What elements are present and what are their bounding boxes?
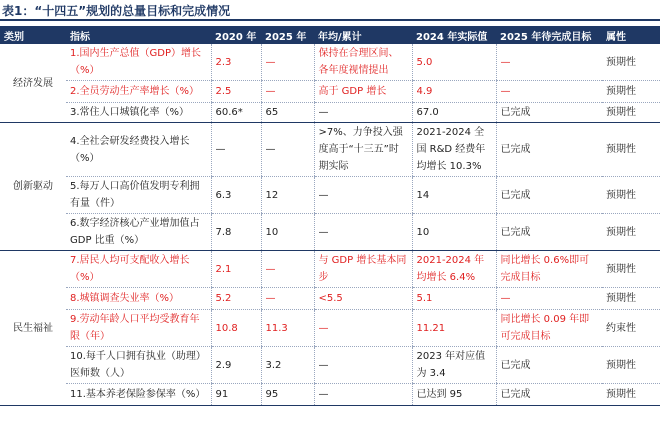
header-2020: 2020 年 (211, 26, 261, 44)
value-2025-cell: 10 (261, 214, 314, 251)
indicator-cell: 5.每万人口高价值发明专利拥有量（件） (66, 177, 211, 214)
actual-2024-cell: 67.0 (412, 103, 496, 123)
value-2020-cell: 2.1 (211, 251, 261, 288)
remaining-target-cell: 已完成 (496, 347, 602, 384)
value-2020-cell: — (211, 123, 261, 177)
header-2025-remaining: 2025 年待完成目标 (496, 26, 602, 44)
average-cell: — (314, 103, 412, 123)
table-row (0, 177, 660, 214)
actual-2024-cell: 2023 年对应值为 3.4 (412, 347, 496, 384)
table-body (0, 44, 660, 406)
remaining-target-cell: 同比增长 0.6%即可完成目标 (496, 251, 602, 288)
remaining-target-cell: 已完成 (496, 214, 602, 251)
table-row (0, 103, 660, 123)
attribute-cell: 预期性 (602, 81, 660, 103)
title-bar (0, 0, 660, 20)
header-average: 年均/累计 (314, 26, 412, 44)
table-row (0, 347, 660, 384)
remaining-target-cell: 已完成 (496, 384, 602, 406)
table-row (0, 384, 660, 406)
category-cell: 经济发展 (0, 44, 66, 123)
value-2020-cell: 10.8 (211, 310, 261, 347)
indicator-cell: 9.劳动年龄人口平均受教育年限（年） (66, 310, 211, 347)
value-2025-cell: 3.2 (261, 347, 314, 384)
value-2020-cell: 6.3 (211, 177, 261, 214)
average-cell: 高于 GDP 增长 (314, 81, 412, 103)
value-2020-cell: 60.6* (211, 103, 261, 123)
category-cell: 创新驱动 (0, 123, 66, 251)
remaining-target-cell: 同比增长 0.09 年即可完成目标 (496, 310, 602, 347)
value-2020-cell: 2.3 (211, 44, 261, 81)
attribute-cell: 预期性 (602, 123, 660, 177)
attribute-cell: 预期性 (602, 103, 660, 123)
actual-2024-cell: 4.9 (412, 81, 496, 103)
attribute-cell: 预期性 (602, 177, 660, 214)
average-cell: — (314, 214, 412, 251)
header-row (0, 26, 660, 44)
remaining-target-cell: 已完成 (496, 123, 602, 177)
header-2025: 2025 年 (261, 26, 314, 44)
attribute-cell: 预期性 (602, 347, 660, 384)
remaining-target-cell: 已完成 (496, 177, 602, 214)
value-2025-cell: 11.3 (261, 310, 314, 347)
table-row (0, 123, 660, 177)
value-2025-cell: — (261, 81, 314, 103)
remaining-target-cell: 已完成 (496, 103, 602, 123)
actual-2024-cell: 5.0 (412, 44, 496, 81)
actual-2024-cell: 已达到 95 (412, 384, 496, 406)
table-row (0, 288, 660, 310)
value-2025-cell: 95 (261, 384, 314, 406)
average-cell: — (314, 384, 412, 406)
table-title: 表1：“十四五”规划的总量目标和完成情况 (2, 4, 231, 18)
average-cell: 与 GDP 增长基本同步 (314, 251, 412, 288)
table-row (0, 214, 660, 251)
indicator-cell: 1.国内生产总值（GDP）增长（%） (66, 44, 211, 81)
value-2020-cell: 5.2 (211, 288, 261, 310)
average-cell: 保持在合理区间、各年度视情提出 (314, 44, 412, 81)
header-indicator: 指标 (66, 26, 211, 44)
attribute-cell: 预期性 (602, 384, 660, 406)
remaining-target-cell: — (496, 44, 602, 81)
value-2020-cell: 91 (211, 384, 261, 406)
value-2020-cell: 2.9 (211, 347, 261, 384)
value-2020-cell: 7.8 (211, 214, 261, 251)
actual-2024-cell: 2021-2024 年均增长 6.4% (412, 251, 496, 288)
average-cell: — (314, 310, 412, 347)
header-attribute: 属性 (602, 26, 660, 44)
average-cell: — (314, 347, 412, 384)
targets-table (0, 26, 660, 406)
indicator-cell: 8.城镇调查失业率（%） (66, 288, 211, 310)
value-2020-cell: 2.5 (211, 81, 261, 103)
actual-2024-cell: 2021-2024 全国 R&D 经费年均增长 10.3% (412, 123, 496, 177)
attribute-cell: 预期性 (602, 288, 660, 310)
remaining-target-cell: — (496, 288, 602, 310)
remaining-target-cell: — (496, 81, 602, 103)
value-2025-cell: — (261, 44, 314, 81)
title-rule (0, 19, 660, 21)
value-2025-cell: — (261, 288, 314, 310)
value-2025-cell: — (261, 123, 314, 177)
average-cell: <5.5 (314, 288, 412, 310)
value-2025-cell: 12 (261, 177, 314, 214)
actual-2024-cell: 5.1 (412, 288, 496, 310)
table-row (0, 81, 660, 103)
actual-2024-cell: 14 (412, 177, 496, 214)
header-2024-actual: 2024 年实际值 (412, 26, 496, 44)
attribute-cell: 预期性 (602, 251, 660, 288)
indicator-cell: 7.居民人均可支配收入增长（%） (66, 251, 211, 288)
actual-2024-cell: 11.21 (412, 310, 496, 347)
attribute-cell: 预期性 (602, 44, 660, 81)
indicator-cell: 4.全社会研发经费投入增长（%） (66, 123, 211, 177)
value-2025-cell: — (261, 251, 314, 288)
average-cell: — (314, 177, 412, 214)
average-cell: >7%、力争投入强度高于“十三五”时期实际 (314, 123, 412, 177)
indicator-cell: 10.每千人口拥有执业（助理）医师数（人） (66, 347, 211, 384)
value-2025-cell: 65 (261, 103, 314, 123)
attribute-cell: 预期性 (602, 214, 660, 251)
indicator-cell: 2.全员劳动生产率增长（%） (66, 81, 211, 103)
indicator-cell: 3.常住人口城镇化率（%） (66, 103, 211, 123)
indicator-cell: 11.基本养老保险参保率（%） (66, 384, 211, 406)
actual-2024-cell: 10 (412, 214, 496, 251)
header-category: 类别 (0, 26, 66, 44)
indicator-cell: 6.数字经济核心产业增加值占 GDP 比重（%） (66, 214, 211, 251)
category-cell: 民生福祉 (0, 251, 66, 406)
table-row (0, 251, 660, 288)
table-row (0, 310, 660, 347)
attribute-cell: 约束性 (602, 310, 660, 347)
table-row (0, 44, 660, 81)
